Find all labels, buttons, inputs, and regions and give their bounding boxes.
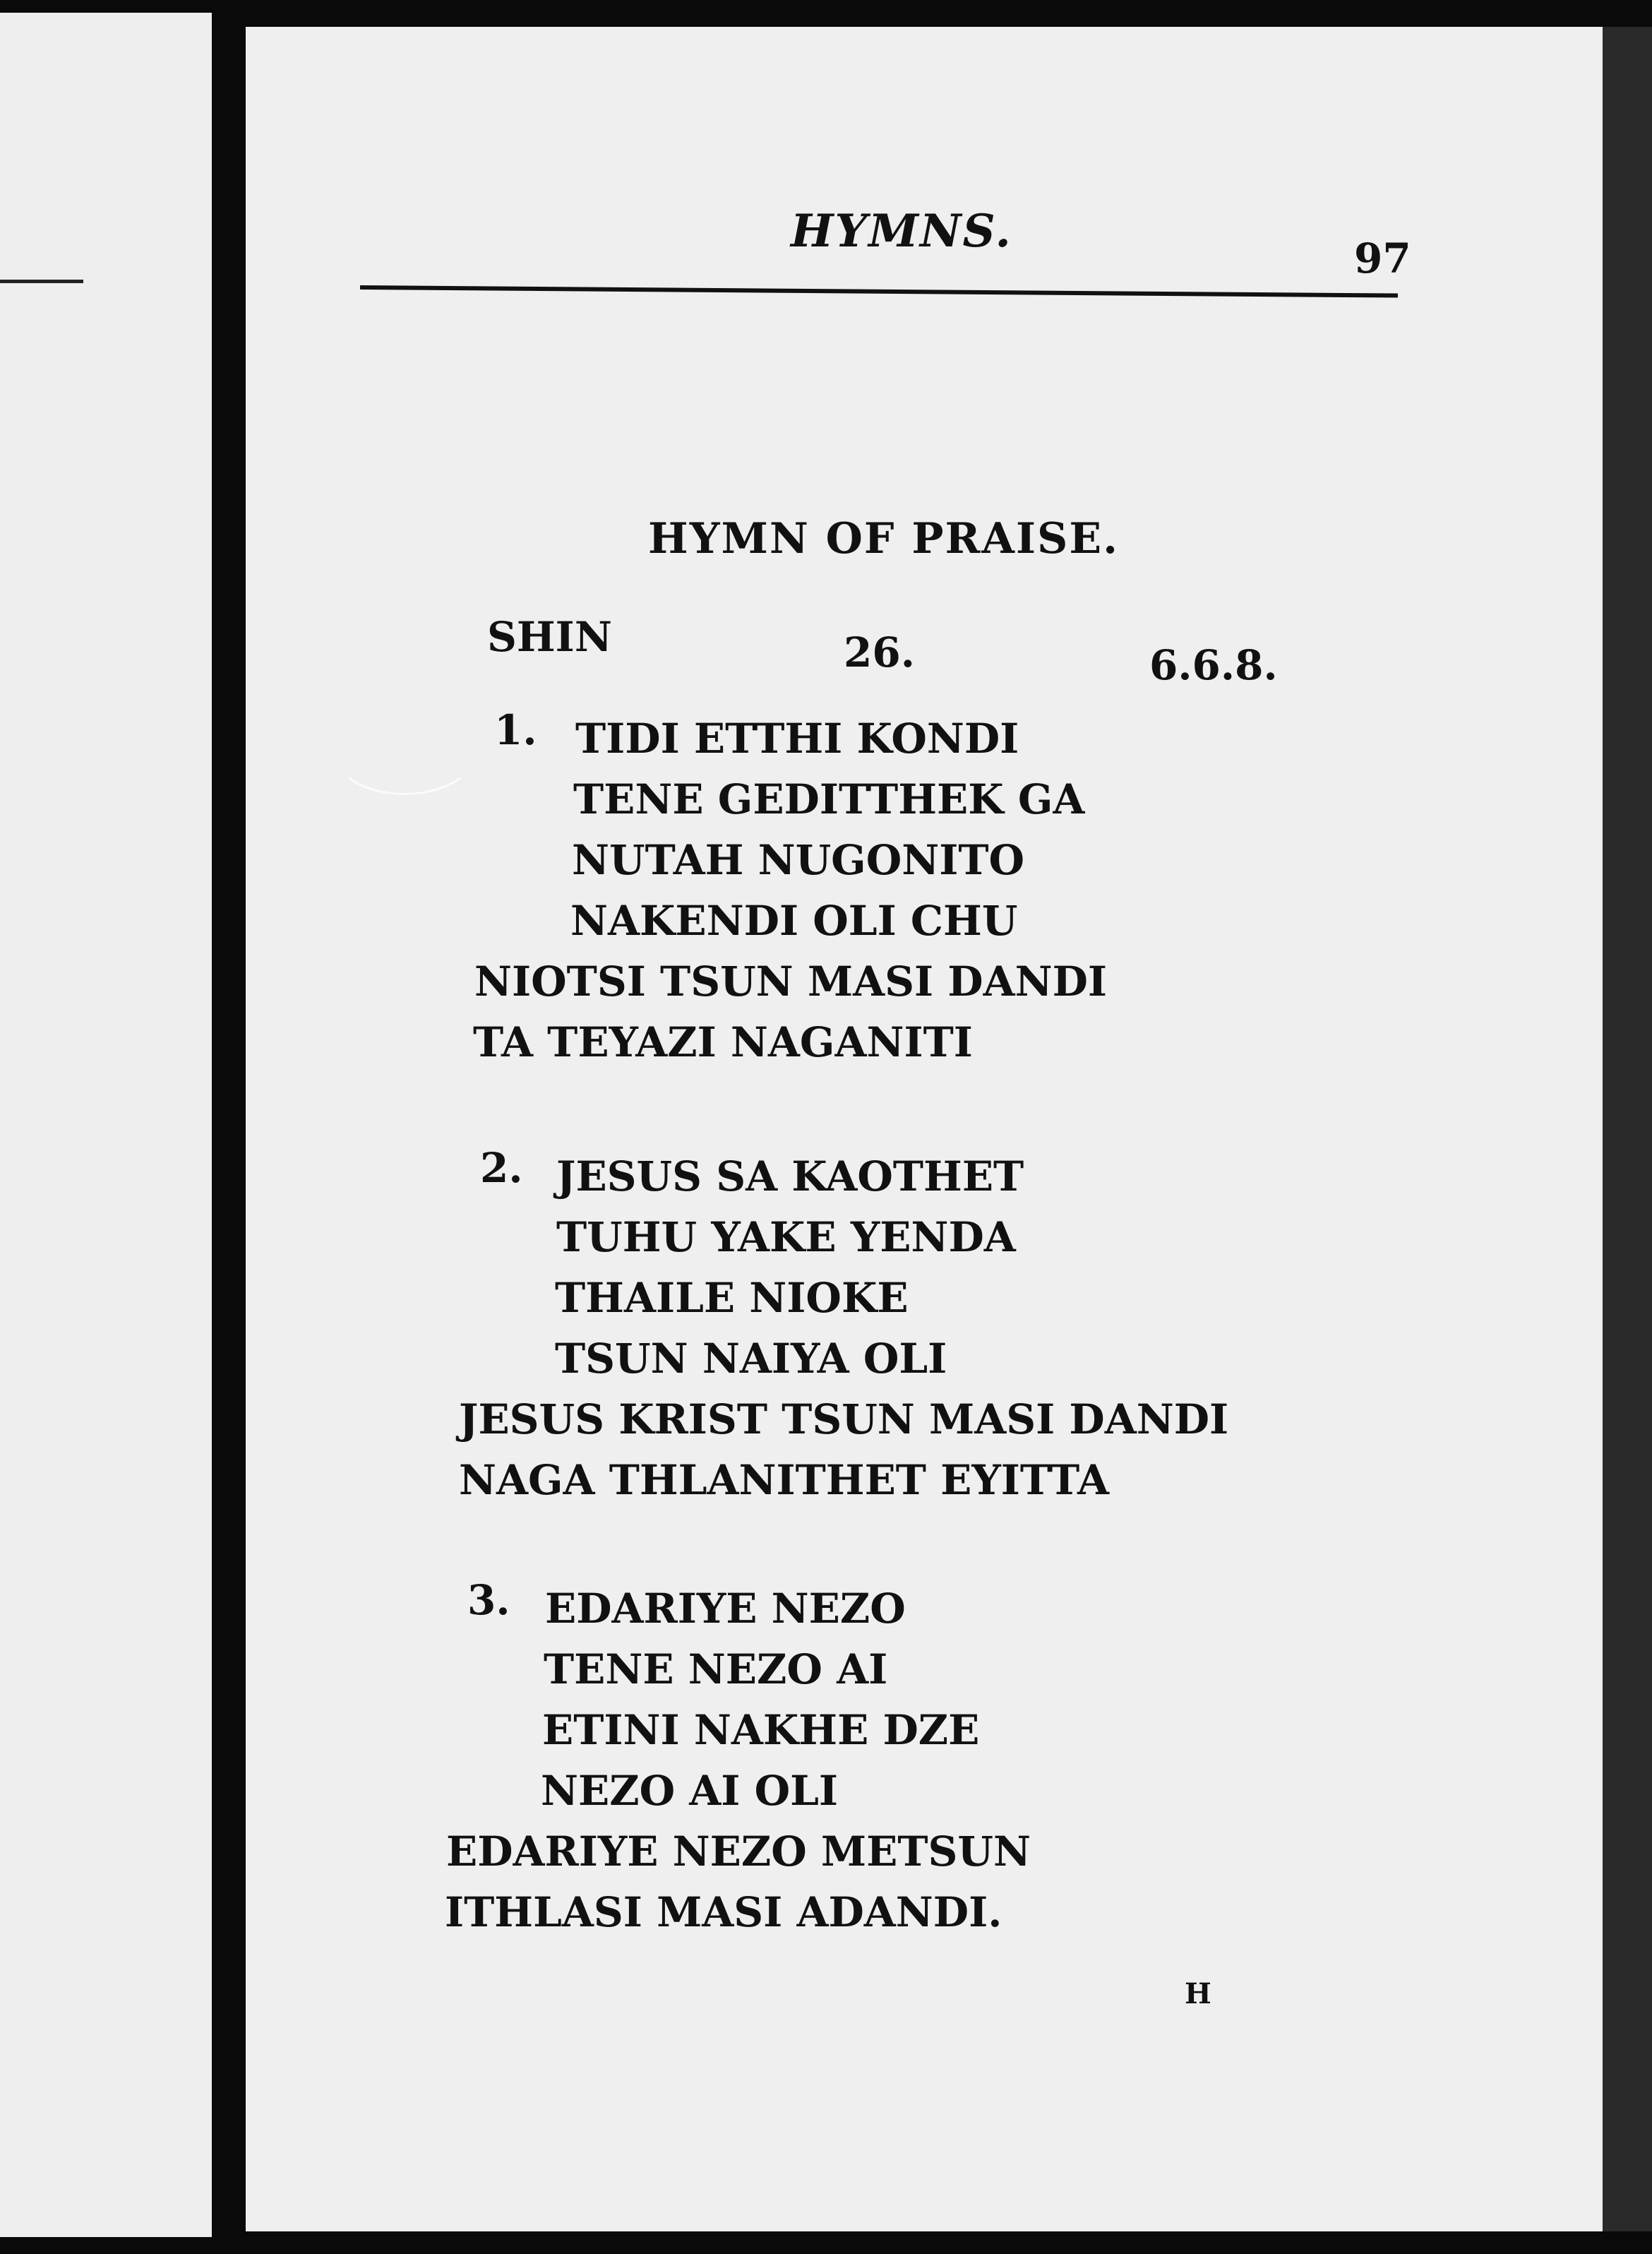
verse-line: TENE GEDITTHEK GA [573,775,1085,823]
verse-line: TUHU YAKE YENDA [556,1213,1016,1261]
hymn-title: HYMN OF PRAISE. [648,514,1119,564]
book-gutter [212,0,246,2254]
verse-line: NEZO AI OLI [541,1767,839,1815]
page-number: 97 [1354,234,1411,282]
page-edge [1603,27,1652,2231]
verse-line: JESUS KRIST TSUN MASI DANDI [459,1395,1229,1443]
facing-page [0,13,212,2237]
hymn-number: 26. [844,628,915,676]
verse-line: EDARIYE NEZO METSUN [446,1827,1031,1876]
verse-number: 2. [480,1144,523,1192]
verse-line: NAKENDI OLI CHU [570,897,1018,945]
verse-line: JESUS SA KAOTHET [556,1152,1024,1200]
verse-number: 1. [494,706,537,754]
verse-line: TSUN NAIYA OLI [555,1335,947,1383]
verse-line: NAGA THLANITHET EYITTA [459,1456,1109,1504]
verse-line: ETINI NAKHE DZE [542,1706,980,1754]
verse-line: TENE NEZO AI [544,1645,888,1693]
verse-line: THAILE NIOKE [555,1274,909,1322]
verse-line: TIDI ETTHI KONDI [575,715,1019,763]
verse-line: TA TEYAZI NAGANITI [473,1018,973,1066]
facing-page-rule [0,280,83,283]
verse-line: EDARIYE NEZO [545,1585,906,1633]
signature-mark: H [1185,1977,1211,2010]
verse-line: NUTAH NUGONITO [572,836,1025,884]
hymn-tune: SHIN [487,613,612,661]
verse-line: NIOTSI TSUN MASI DANDI [474,958,1108,1006]
hymn-metre: 6.6.8. [1149,641,1278,689]
verse-line: ITHLASI MASI ADANDI. [445,1888,1002,1936]
verse-number: 3. [467,1576,510,1624]
running-head: HYMNS. [791,205,1012,258]
paper-mark [332,706,477,795]
